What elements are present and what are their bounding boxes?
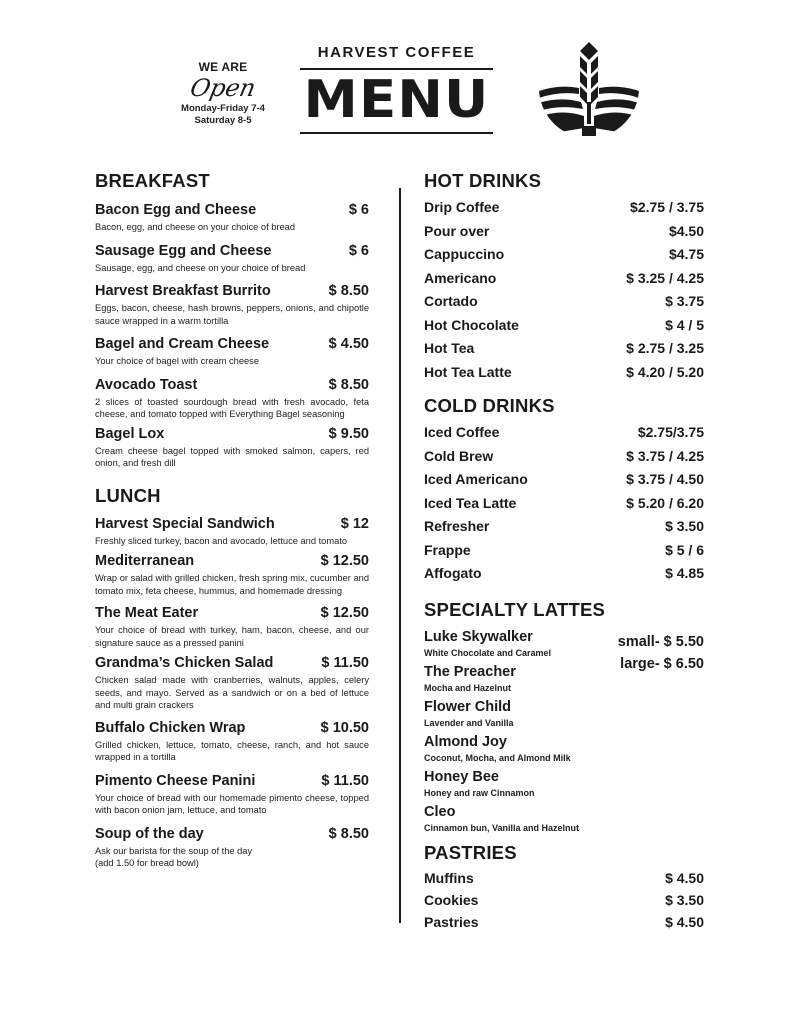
item-name: Almond Joy [424, 733, 507, 750]
item-name: Iced Coffee [424, 424, 500, 440]
item-description: Your choice of bread with our homemade pimento cheese, topped with bacon onion jam, lettuce, and tomato [95, 792, 369, 815]
item-price: $ 4.20 / 5.20 [626, 363, 704, 380]
menu-item [95, 283, 369, 327]
item-name: Harvest Special Sandwich [95, 515, 275, 532]
item-price: $ 3.75 / 4.50 [626, 471, 704, 487]
item-name: Drip Coffee [424, 199, 500, 215]
item-price: $ 6 [348, 202, 369, 218]
menu-item [424, 199, 704, 223]
item-name: Mediterranean [95, 553, 195, 569]
item-description: Chicken salad made with cranberries, walnuts, apples, celery seeds, and mayo. Served as a sandwich or on a bed of lettuce and multi grain crackers [95, 675, 369, 710]
item-name: Hot Chocolate [424, 316, 519, 333]
menu-item [424, 870, 704, 892]
item-description: Lavender and Vanilla [424, 717, 514, 728]
menu-item [424, 804, 704, 833]
item-price: $ 10.50 [320, 719, 369, 736]
item-description: Freshly sliced turkey, bacon and avocado, lettuce and tomato [95, 535, 348, 546]
menu-item [424, 471, 704, 495]
menu-item [424, 340, 704, 364]
item-price: $ 6 [348, 242, 369, 259]
item-price: $ 9.50 [328, 425, 369, 442]
item-name: Cleo [424, 803, 456, 820]
item-name: Muffins [424, 869, 474, 886]
item-name: Frappe [424, 541, 471, 558]
menu-item [95, 605, 369, 649]
item-name: Flower Child [424, 698, 511, 715]
menu-item [424, 317, 704, 341]
item-description: Your choice of bagel with cream cheese [95, 356, 259, 366]
menu-item [95, 720, 369, 764]
item-description: Coconut, Mocha, and Almond Milk [424, 752, 571, 763]
item-description: Your choice of bread with turkey, ham, bacon, cheese, and our signature sauce as a pressed panini [95, 625, 369, 648]
menu-item [95, 377, 369, 421]
item-name: Pastries [424, 913, 479, 930]
item-description: White Chocolate and Caramel [424, 647, 552, 658]
price-small: small- $ 5.50 [617, 633, 704, 650]
item-price: $ 12.50 [320, 553, 369, 569]
item-price: $ 3.50 [665, 891, 704, 908]
section-title-specialty-lattes: SPECIALTY LATTES [424, 598, 606, 620]
item-name: Cappuccino [424, 246, 505, 262]
menu-item [424, 518, 704, 542]
item-name: Bagel Lox [95, 425, 165, 442]
section-title-breakfast: BREAKFAST [95, 170, 210, 191]
pastries-list [424, 870, 704, 936]
brand-block [300, 44, 493, 134]
item-price: $ 3.75 [665, 293, 704, 309]
item-price: $ 4.85 [665, 565, 704, 581]
menu-item [424, 565, 704, 589]
item-note: (add 1.50 for bread bowl) [95, 858, 199, 868]
item-description: Grilled chicken, lettuce, tomato, cheese, ranch, and hot sauce wrapped in a tortilla [95, 739, 369, 762]
item-price: $ 11.50 [321, 772, 369, 789]
we-are-label: WE ARE [198, 60, 248, 74]
item-name: The Preacher [424, 663, 516, 680]
menu-item [95, 826, 369, 870]
item-name: Luke Skywalker [424, 628, 533, 645]
item-name: Cold Brew [424, 447, 494, 464]
food-column [95, 170, 369, 870]
menu-item [424, 699, 704, 728]
item-price: $ 8.50 [328, 376, 369, 393]
item-name: Pimento Cheese Panini [95, 772, 256, 789]
item-description: Honey and raw Cinnamon [424, 787, 535, 798]
menu-item [424, 892, 704, 914]
menu-item [424, 364, 704, 388]
open-hours-block [168, 60, 278, 127]
item-name: Avocado Toast [95, 376, 198, 393]
menu-item [95, 426, 369, 470]
menu-item [424, 270, 704, 294]
item-name: Bagel and Cream Cheese [95, 336, 270, 352]
section-title-cold-drinks: COLD DRINKS [424, 395, 555, 416]
item-name: Pour over [424, 222, 490, 239]
item-name: Cookies [424, 891, 479, 908]
menu-item [95, 336, 369, 368]
price-large: large- $ 6.50 [620, 655, 704, 672]
item-price: $ 3.75 / 4.25 [626, 447, 704, 464]
menu-item [424, 293, 704, 317]
item-price: $ 12 [340, 515, 369, 532]
item-price: $ 4.50 [665, 869, 704, 886]
column-divider [399, 188, 401, 923]
item-description: Mocha and Hazelnut [424, 682, 512, 693]
item-name: Iced Tea Latte [424, 494, 517, 511]
item-price: $2.75/3.75 [637, 424, 704, 440]
item-name: Harvest Breakfast Burrito [95, 283, 271, 299]
item-price: $4.75 [668, 246, 704, 262]
item-price: $4.50 [668, 222, 704, 239]
item-name: Grandma’s Chicken Salad [95, 655, 274, 671]
hot-drinks-list [424, 199, 704, 387]
open-script-label: Open [187, 74, 259, 102]
item-name: Bacon Egg and Cheese [95, 202, 257, 218]
item-description: Bacon, egg, and cheese on your choice of bread [95, 222, 296, 232]
item-description: Ask our barista for the soup of the day [95, 845, 253, 856]
item-name: Cortado [424, 293, 478, 309]
item-price: $ 12.50 [320, 605, 369, 621]
menu-item [95, 516, 369, 548]
divider [300, 132, 493, 134]
drinks-column [424, 170, 704, 936]
menu-item [95, 553, 369, 597]
page-title: MENU [303, 70, 490, 130]
item-price: $ 5 / 6 [665, 541, 704, 558]
cold-drinks-list [424, 424, 704, 589]
item-price: $ 5.20 / 6.20 [626, 494, 704, 511]
item-name: Iced Americano [424, 471, 528, 487]
menu-item [424, 424, 704, 448]
wheat-field-logo-icon [536, 36, 642, 136]
item-name: Buffalo Chicken Wrap [95, 719, 246, 736]
menu-item [95, 655, 369, 712]
menu-item [424, 769, 704, 798]
item-description: 2 slices of toasted sourdough bread with fresh avocado, feta cheese, and tomato topped with Everything Bagel seasoning [95, 396, 369, 419]
menu-item [424, 542, 704, 566]
item-description: Eggs, bacon, cheese, hash browns, peppers, onions, and chipotle sauce wrapped in a warm tortilla [95, 303, 369, 326]
section-title-lunch: LUNCH [95, 484, 161, 506]
item-price: $ 4 / 5 [665, 316, 704, 333]
hours-weekday: Monday-Friday 7-4 [181, 103, 265, 114]
section-title-pastries: PASTRIES [424, 841, 517, 863]
menu-item [95, 243, 369, 275]
menu-item [424, 495, 704, 519]
menu-item [424, 734, 704, 763]
hours-saturday: Saturday 8-5 [194, 115, 252, 126]
item-name: Sausage Egg and Cheese [95, 242, 272, 259]
item-price: $ 11.50 [321, 655, 369, 671]
item-price: $ 4.50 [665, 913, 704, 930]
item-name: Hot Tea Latte [424, 363, 512, 380]
item-description: Cream cheese bagel topped with smoked salmon, capers, red onion, and fresh dill [95, 445, 369, 468]
menu-item [424, 448, 704, 472]
menu-item [95, 773, 369, 817]
item-description: Cinnamon bun, Vanilla and Hazelnut [424, 822, 580, 833]
item-price: $ 3.25 / 4.25 [626, 269, 704, 286]
item-price: $ 8.50 [328, 825, 369, 842]
item-price: $ 4.50 [328, 336, 369, 352]
item-name: Refresher [424, 518, 490, 534]
item-description: Sausage, egg, and cheese on your choice of bread [95, 262, 306, 273]
item-price: $ 2.75 / 3.25 [626, 340, 704, 356]
item-name: Honey Bee [424, 768, 499, 785]
menu-item [424, 914, 704, 936]
section-title-hot-drinks: HOT DRINKS [424, 170, 542, 191]
menu-item [95, 202, 369, 234]
item-price: $ 3.50 [665, 518, 704, 534]
item-price: $ 8.50 [328, 283, 369, 299]
menu-item [424, 223, 704, 247]
brand-name: HARVEST COFFEE [317, 44, 476, 61]
item-name: Affogato [424, 565, 482, 581]
item-name: The Meat Eater [95, 605, 199, 621]
item-description: Wrap or salad with grilled chicken, fresh spring mix, cucumber and tomato mix, feta cheese, hummus, and homemade dressing [95, 573, 369, 596]
menu-item [424, 246, 704, 270]
latte-price-block [618, 631, 704, 675]
item-name: Americano [424, 269, 497, 286]
item-name: Soup of the day [95, 825, 204, 842]
item-name: Hot Tea [424, 340, 475, 356]
item-price: $2.75 / 3.75 [630, 199, 704, 215]
specialty-lattes-list [424, 629, 704, 833]
